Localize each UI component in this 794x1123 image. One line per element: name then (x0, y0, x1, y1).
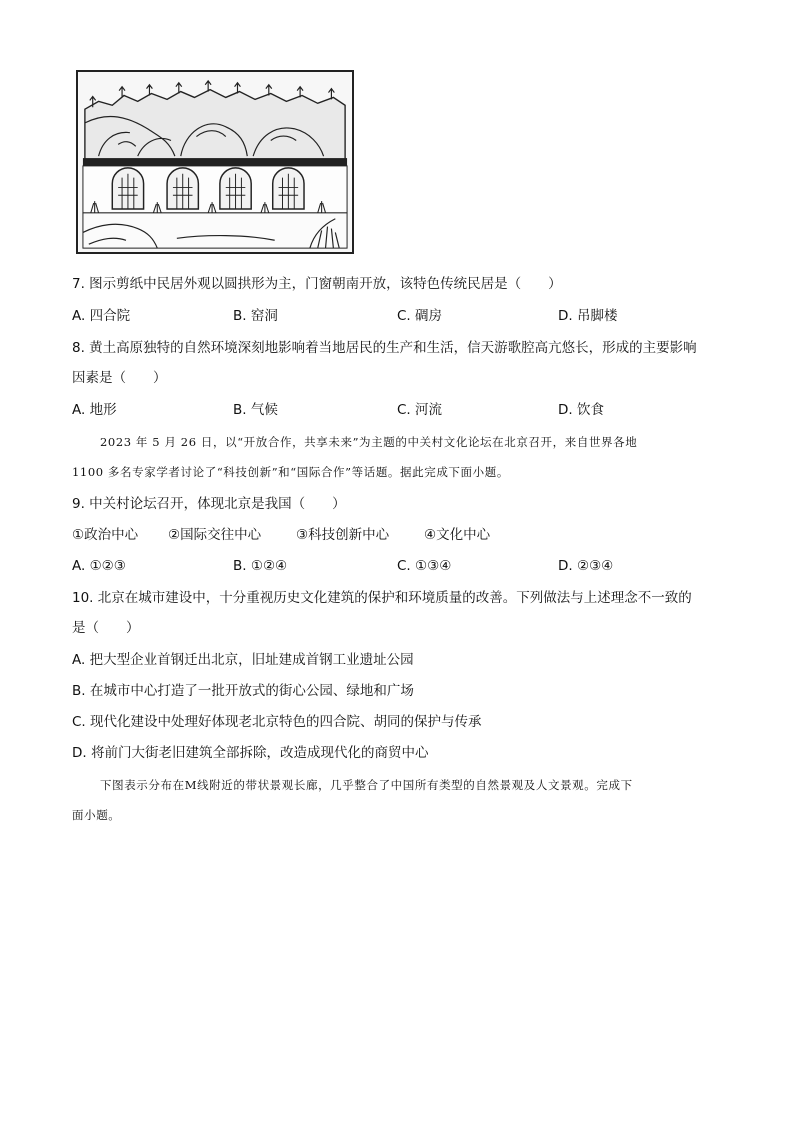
q7-option-c[interactable]: C. 碉房 (397, 308, 443, 324)
q7-option-d[interactable]: D. 吊脚楼 (558, 308, 618, 324)
passage1-line2: 1100 多名专家学者讨论了“科技创新”和“国际合作”等话题。据此完成下面小题。 (72, 465, 509, 479)
q9-option-b[interactable]: B. ①②④ (233, 558, 288, 574)
q7-option-b[interactable]: B. 窑洞 (233, 308, 278, 324)
q9-option-a[interactable]: A. ①②③ (72, 558, 126, 574)
q10-option-c[interactable]: C. 现代化建设中处理好体现老北京特色的四合院、胡同的保护与传承 (72, 714, 482, 730)
q10-stem-line2: 是（ ） (72, 620, 140, 636)
q8-stem-line2: 因素是（ ） (72, 370, 167, 386)
q9-option-c[interactable]: C. ①③④ (397, 558, 452, 574)
q8-stem-line1: 8. 黄土高原独特的自然环境深刻地影响着当地居民的生产和生活，信天游歌腔高亢悠长，形成的主要影响 (72, 340, 697, 356)
passage2-line1: 下图表示分布在M线附近的带状景观长廊，几乎整合了中国所有类型的自然景观及人文景观。完成下 (100, 778, 633, 792)
q10-option-b[interactable]: B. 在城市中心打造了一批开放式的街心公园、绿地和广场 (72, 683, 414, 699)
q7-option-a[interactable]: A. 四合院 (72, 308, 131, 324)
q7-stem: 7. 图示剪纸中民居外观以圆拱形为主，门窗朝南开放，该特色传统民居是（ ） (72, 276, 562, 292)
papercut-illustration (76, 70, 354, 254)
q8-option-b[interactable]: B. 气候 (233, 402, 278, 418)
passage2-line2: 面小题。 (72, 808, 121, 822)
q9-choice-1: ①政治中心 (72, 527, 139, 543)
q8-option-a[interactable]: A. 地形 (72, 402, 117, 418)
q8-option-c[interactable]: C. 河流 (397, 402, 443, 418)
q8-option-d[interactable]: D. 饮食 (558, 402, 604, 418)
q10-stem-line1: 10. 北京在城市建设中，十分重视历史文化建筑的保护和环境质量的改善。下列做法与上述理念不一致的 (72, 590, 692, 606)
q9-option-d[interactable]: D. ②③④ (558, 558, 614, 574)
passage1-line1: 2023 年 5 月 26 日，以“开放合作，共享未来”为主题的中关村文化论坛在北京召开，来自世界各地 (100, 435, 638, 449)
cave-dwelling-papercut-image (78, 72, 352, 252)
q9-stem: 9. 中关村论坛召开，体现北京是我国（ ） (72, 496, 346, 512)
q10-option-d[interactable]: D. 将前门大街老旧建筑全部拆除，改造成现代化的商贸中心 (72, 745, 429, 761)
q9-choice-4: ④文化中心 (424, 527, 491, 543)
q9-choice-2: ②国际交往中心 (168, 527, 262, 543)
q10-option-a[interactable]: A. 把大型企业首钢迁出北京，旧址建成首钢工业遗址公园 (72, 652, 414, 668)
q9-choice-3: ③科技创新中心 (296, 527, 390, 543)
